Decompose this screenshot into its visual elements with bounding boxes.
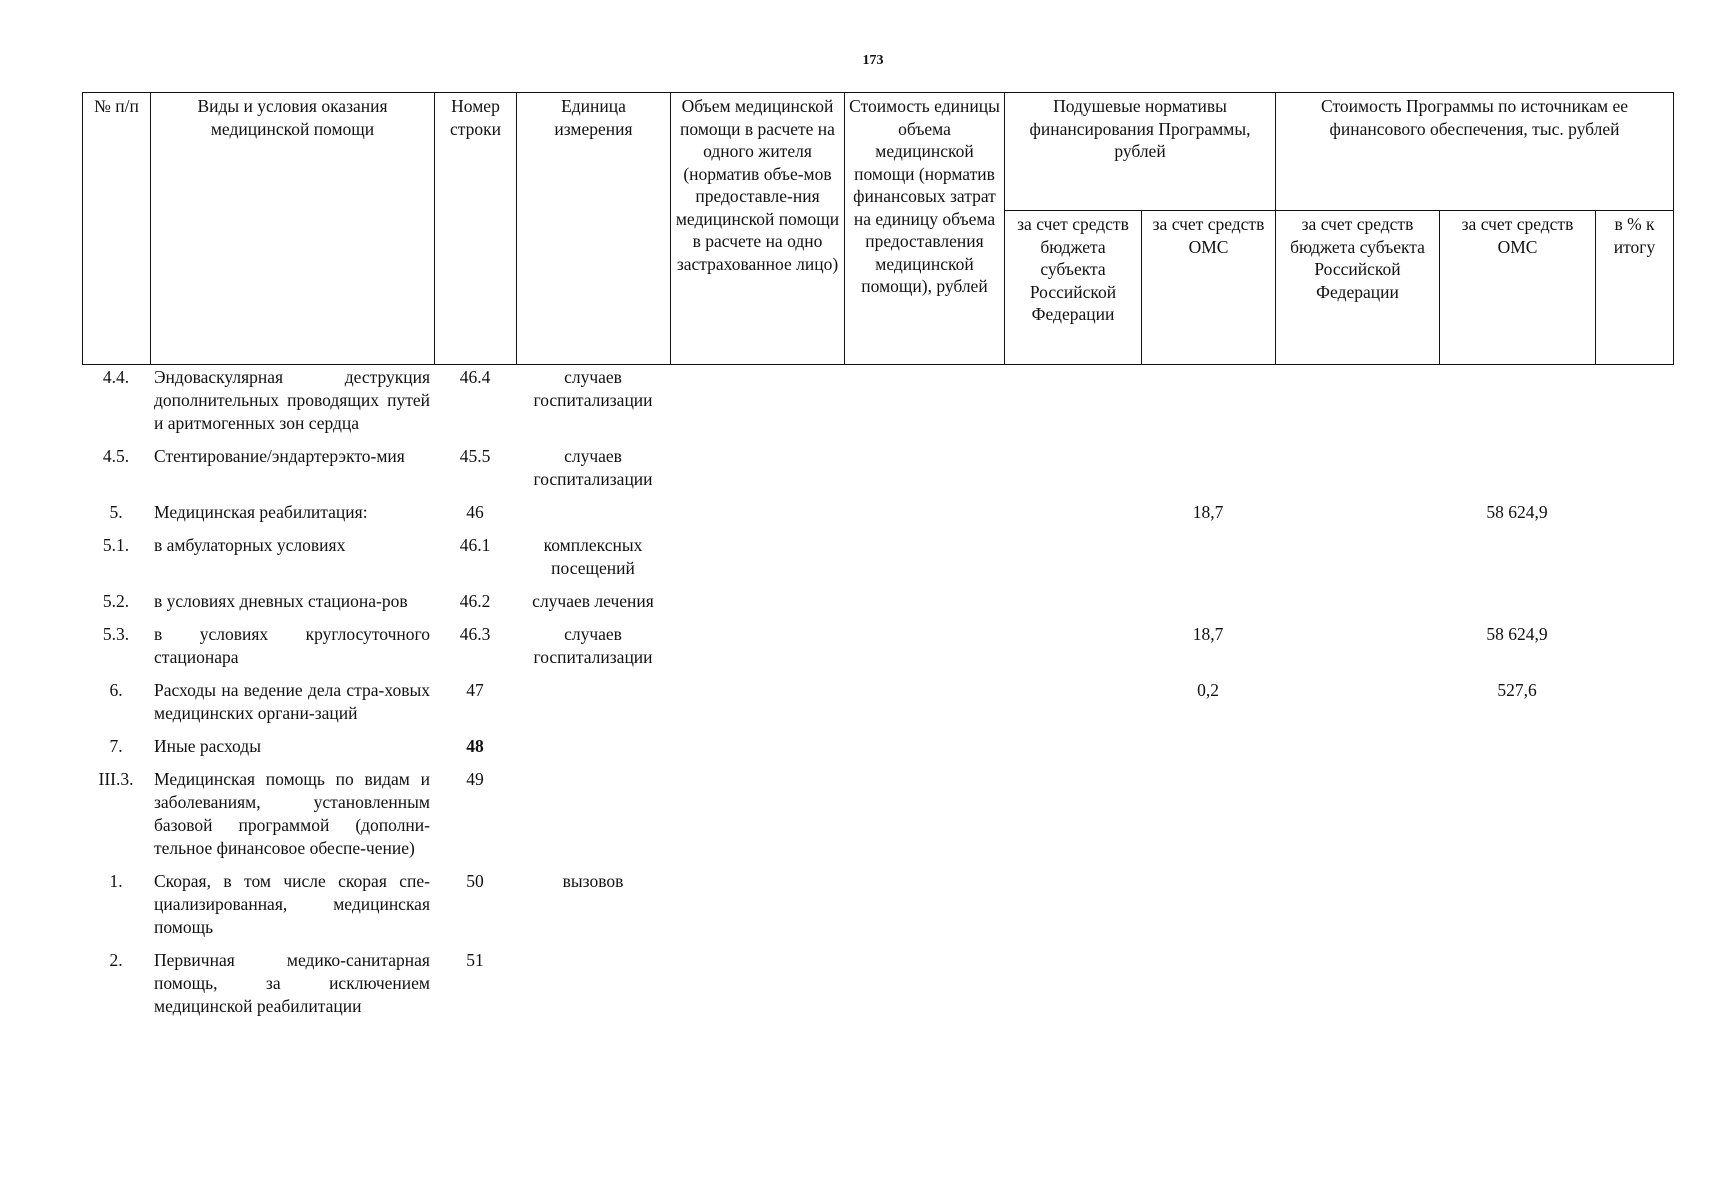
row-percapita-budget bbox=[1004, 870, 1141, 949]
header-num: № п/п bbox=[83, 93, 151, 365]
row-cost bbox=[844, 735, 1004, 768]
row-num: 5.2. bbox=[102, 591, 130, 611]
row-percapita-oms bbox=[1141, 870, 1275, 949]
row-cost bbox=[844, 445, 1004, 501]
row-program-oms: 527,6 bbox=[1497, 680, 1537, 700]
row-percapita-oms bbox=[1141, 590, 1275, 623]
row-cost bbox=[844, 870, 1004, 949]
header-program-budget: за счет средств бюджета субъекта Российской Федерации bbox=[1276, 211, 1440, 365]
row-num: 6. bbox=[109, 680, 123, 700]
row-name: в условиях дневных стациона-ров bbox=[154, 591, 408, 611]
row-program-pct bbox=[1595, 366, 1673, 445]
row-unit bbox=[516, 949, 670, 1028]
row-name: Расходы на ведение дела стра-ховых медицинских органи-заций bbox=[154, 680, 430, 723]
row-program-pct bbox=[1595, 590, 1673, 623]
row-program-pct bbox=[1595, 870, 1673, 949]
row-percapita-budget bbox=[1004, 623, 1141, 679]
row-percapita-oms bbox=[1141, 534, 1275, 590]
header-program-oms: за счет средств ОМС bbox=[1440, 211, 1596, 365]
row-percapita-oms: 18,7 bbox=[1192, 502, 1224, 522]
row-program-pct bbox=[1595, 534, 1673, 590]
row-unit: случаев госпитализации bbox=[533, 446, 653, 489]
row-num: III.3. bbox=[98, 769, 134, 789]
row-program-oms bbox=[1439, 590, 1595, 623]
row-name: в амбулаторных условиях bbox=[154, 535, 346, 555]
row-name: в условиях круглосуточного стационара bbox=[154, 624, 430, 667]
row-unit bbox=[516, 735, 670, 768]
row-name: Скорая, в том числе скорая спе-циализированная, медицинская помощь bbox=[154, 871, 430, 937]
table-row bbox=[82, 768, 1673, 870]
row-percapita-budget bbox=[1004, 445, 1141, 501]
row-percapita-oms bbox=[1141, 366, 1275, 445]
row-name: Медицинская помощь по видам и заболеваниям, установленным базовой программой (дополни-тельное финансовое обеспе-чение) bbox=[154, 769, 430, 858]
row-unit: случаев госпитализации bbox=[533, 624, 653, 667]
row-line-number: 51 bbox=[466, 950, 484, 970]
header-program-group: Стоимость Программы по источникам ее финансового обеспечения, тыс. рублей bbox=[1276, 93, 1674, 211]
row-program-pct bbox=[1595, 679, 1673, 735]
table-row bbox=[82, 623, 1673, 679]
row-percapita-oms bbox=[1141, 768, 1275, 870]
row-volume bbox=[670, 679, 844, 735]
row-volume bbox=[670, 366, 844, 445]
row-unit bbox=[516, 768, 670, 870]
row-cost bbox=[844, 590, 1004, 623]
row-program-oms bbox=[1439, 768, 1595, 870]
row-line-number: 45.5 bbox=[459, 446, 491, 466]
row-program-oms bbox=[1439, 735, 1595, 768]
row-line-number: 48 bbox=[466, 736, 484, 756]
header-percapita-group: Подушевые нормативы финансирования Программы, рублей bbox=[1005, 93, 1276, 211]
row-program-oms: 58 624,9 bbox=[1486, 502, 1548, 522]
row-num: 5.3. bbox=[102, 624, 130, 644]
row-program-oms: 58 624,9 bbox=[1486, 624, 1548, 644]
row-unit: случаев лечения bbox=[532, 591, 654, 611]
row-program-pct bbox=[1595, 949, 1673, 1028]
row-volume bbox=[670, 445, 844, 501]
row-volume bbox=[670, 949, 844, 1028]
row-program-pct bbox=[1595, 501, 1673, 534]
table-row bbox=[82, 445, 1673, 501]
row-name: Медицинская реабилитация: bbox=[154, 502, 368, 522]
row-percapita-budget bbox=[1004, 679, 1141, 735]
row-num: 2. bbox=[109, 950, 123, 970]
row-program-budget bbox=[1275, 679, 1439, 735]
row-line-number: 47 bbox=[466, 680, 484, 700]
row-name: Эндоваскулярная деструкция дополнительных проводящих путей и аритмогенных зон сердца bbox=[154, 367, 430, 433]
row-percapita-budget bbox=[1004, 735, 1141, 768]
row-percapita-budget bbox=[1004, 534, 1141, 590]
row-unit: вызовов bbox=[562, 871, 624, 891]
row-unit: комплексных посещений bbox=[543, 535, 643, 578]
row-name: Первичная медико-санитарная помощь, за исключением медицинской реабилитации bbox=[154, 950, 430, 1016]
row-program-pct bbox=[1595, 623, 1673, 679]
row-volume bbox=[670, 534, 844, 590]
row-program-budget bbox=[1275, 366, 1439, 445]
row-program-pct bbox=[1595, 735, 1673, 768]
row-percapita-oms bbox=[1141, 949, 1275, 1028]
table-row bbox=[82, 735, 1673, 768]
row-line-number: 46.4 bbox=[459, 367, 491, 387]
row-program-oms bbox=[1439, 445, 1595, 501]
table-body bbox=[82, 366, 1673, 1028]
table-row bbox=[82, 366, 1673, 445]
row-program-oms bbox=[1439, 366, 1595, 445]
header-percapita-budget: за счет средств бюджета субъекта Российской Федерации bbox=[1005, 211, 1142, 365]
row-program-oms bbox=[1439, 870, 1595, 949]
row-line-number: 46 bbox=[466, 502, 484, 522]
row-unit: случаев госпитализации bbox=[533, 367, 653, 410]
row-volume bbox=[670, 735, 844, 768]
row-volume bbox=[670, 590, 844, 623]
row-program-budget bbox=[1275, 501, 1439, 534]
row-program-oms bbox=[1439, 949, 1595, 1028]
row-cost bbox=[844, 501, 1004, 534]
row-percapita-budget bbox=[1004, 949, 1141, 1028]
row-program-budget bbox=[1275, 445, 1439, 501]
row-cost bbox=[844, 679, 1004, 735]
row-volume bbox=[670, 623, 844, 679]
table-row bbox=[82, 949, 1673, 1028]
row-program-budget bbox=[1275, 870, 1439, 949]
row-line-number: 50 bbox=[466, 871, 484, 891]
header-program-pct: в % к итогу bbox=[1596, 211, 1674, 365]
row-line-number: 46.2 bbox=[459, 591, 491, 611]
row-program-budget bbox=[1275, 735, 1439, 768]
row-cost bbox=[844, 949, 1004, 1028]
row-num: 4.5. bbox=[102, 446, 130, 466]
row-program-oms bbox=[1439, 534, 1595, 590]
row-program-budget bbox=[1275, 590, 1439, 623]
row-percapita-oms bbox=[1141, 735, 1275, 768]
row-percapita-budget bbox=[1004, 501, 1141, 534]
table-row bbox=[82, 501, 1673, 534]
row-percapita-oms bbox=[1141, 445, 1275, 501]
row-line-number: 46.3 bbox=[459, 624, 491, 644]
table-header bbox=[82, 92, 1674, 365]
row-cost bbox=[844, 623, 1004, 679]
row-percapita-budget bbox=[1004, 768, 1141, 870]
row-cost bbox=[844, 534, 1004, 590]
row-volume bbox=[670, 870, 844, 949]
header-kind: Виды и условия оказания медицинской помощи bbox=[151, 93, 435, 365]
header-line: Номер строки bbox=[435, 93, 517, 365]
row-percapita-oms: 0,2 bbox=[1197, 680, 1219, 700]
row-program-budget bbox=[1275, 623, 1439, 679]
page-number: 173 bbox=[862, 53, 884, 68]
row-name: Иные расходы bbox=[154, 736, 261, 756]
table-row bbox=[82, 590, 1673, 623]
row-num: 5.1. bbox=[102, 535, 130, 555]
row-unit bbox=[516, 679, 670, 735]
row-program-pct bbox=[1595, 445, 1673, 501]
header-volume: Объем медицинской помощи в расчете на одного жителя (норматив объе-мов предоставле-ния медицинской помощи в расчете на одно застрахованное лицо) bbox=[671, 93, 845, 365]
header-percapita-oms: за счет средств ОМС bbox=[1142, 211, 1276, 365]
row-percapita-budget bbox=[1004, 366, 1141, 445]
row-cost bbox=[844, 768, 1004, 870]
row-cost bbox=[844, 366, 1004, 445]
row-line-number: 46.1 bbox=[459, 535, 491, 555]
row-unit bbox=[516, 501, 670, 534]
header-unit: Единица измерения bbox=[517, 93, 671, 365]
row-volume bbox=[670, 768, 844, 870]
table-row bbox=[82, 870, 1673, 949]
row-program-budget bbox=[1275, 534, 1439, 590]
row-num: 4.4. bbox=[102, 367, 130, 387]
table-row bbox=[82, 534, 1673, 590]
row-program-budget bbox=[1275, 949, 1439, 1028]
row-num: 1. bbox=[109, 871, 123, 891]
header-cost: Стоимость единицы объема медицинской помощи (норматив финансовых затрат на единицу объема предоставления медицинской помощи), рублей bbox=[845, 93, 1005, 365]
row-program-pct bbox=[1595, 768, 1673, 870]
row-name: Стентирование/эндартерэкто-мия bbox=[154, 446, 405, 466]
table-row bbox=[82, 679, 1673, 735]
row-num: 7. bbox=[109, 736, 123, 756]
row-percapita-budget bbox=[1004, 590, 1141, 623]
row-program-budget bbox=[1275, 768, 1439, 870]
row-num: 5. bbox=[109, 502, 123, 522]
row-volume bbox=[670, 501, 844, 534]
row-percapita-oms: 18,7 bbox=[1192, 624, 1224, 644]
row-line-number: 49 bbox=[466, 769, 484, 789]
